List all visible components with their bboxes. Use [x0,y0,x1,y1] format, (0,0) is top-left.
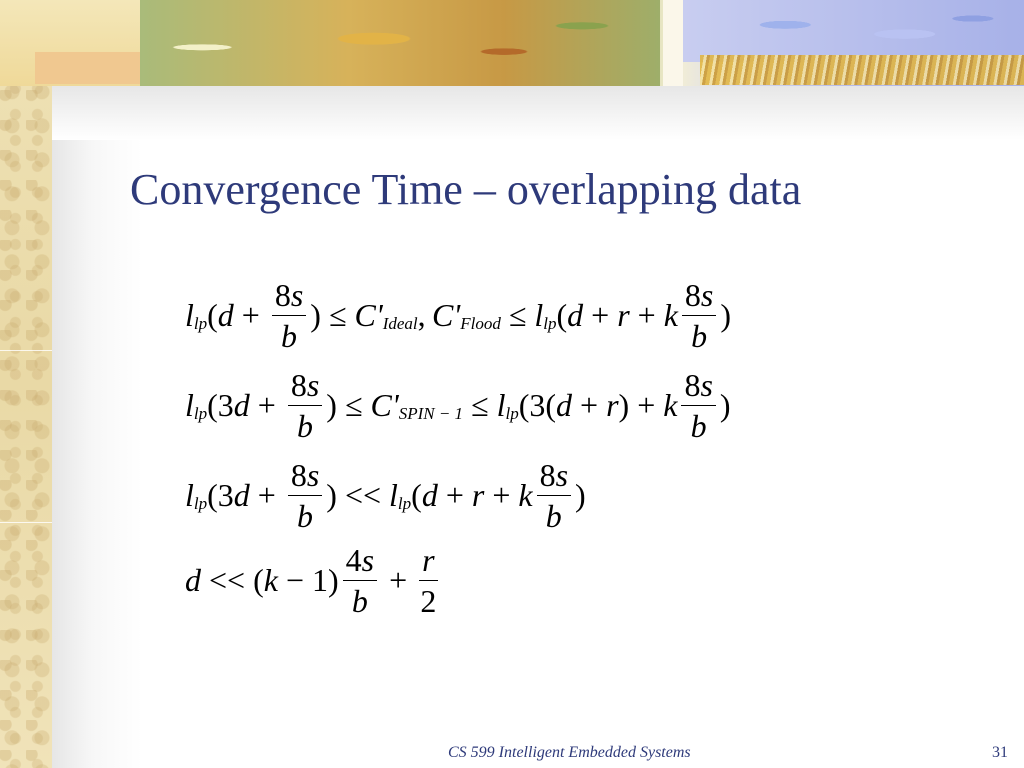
equation-3: l lp (3 d + $\frac{8s}{b}$ ) << l lp ( d + r + k $\frac{8s}{b}$ ) [185,456,586,534]
banner-accent-bar [35,52,140,84]
equation-block [185,270,945,620]
banner-shadow [52,85,1024,140]
slide-page-number: 31 [992,744,1008,761]
slide-footer: CS 599 Intelligent Embedded Systems [448,744,691,761]
leaf-image [140,0,660,86]
equation-4: d << ( k − 1) $\frac{4s}{b}$ + $\frac{r}{2}$ [185,541,437,619]
left-decorative-strip [0,0,52,768]
equation-2: l lp (3 d + $\frac{8s}{b}$ ) ≤ C' SPIN − 1 ≤ l lp (3( d + r ) + k $\frac{8s}{b}$ ) [185,366,731,444]
equation-1: l lp ( d + $\frac{8s}{b}$ ) ≤ C' Ideal , C' Flood ≤ l lp ( d + r + k $\frac{8s}{b}$ ) [185,276,732,354]
grass-image [700,55,1024,85]
slide-title: Convergence Time – overlapping data [130,165,802,214]
top-decorative-banner [0,0,1024,86]
sky-image [683,0,1024,62]
